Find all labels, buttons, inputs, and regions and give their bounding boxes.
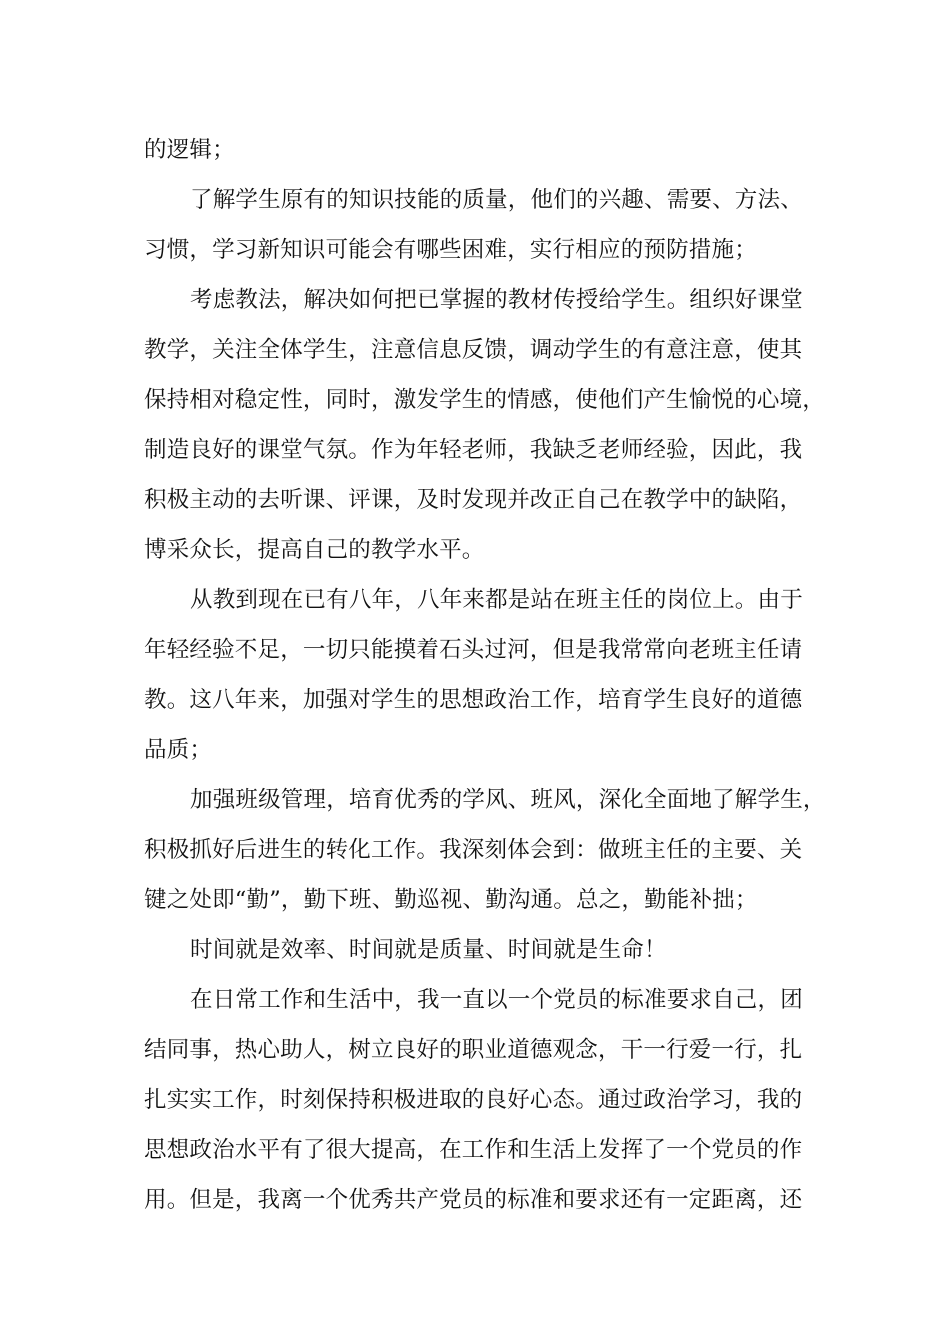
paragraph-start-line: 时间就是效率、时间就是质量、时间就是生命！ [190,937,667,963]
text-line: 保持相对稳定性，同时，激发学生的情感，使他们产生愉悦的心境， [144,387,826,413]
text-line: 教学，关注全体学生，注意信息反馈，调动学生的有意注意，使其 [144,337,803,363]
text-line: 品质； [144,737,213,763]
paragraph-start-line: 在日常工作和生活中，我一直以一个党员的标准要求自己，团 [190,987,803,1013]
text-line: 博采众长，提高自己的教学水平。 [144,537,485,563]
text-line: 用。但是，我离一个优秀共产党员的标准和要求还有一定距离，还 [144,1187,803,1213]
paragraph-start-line: 加强班级管理，培育优秀的学风、班风，深化全面地了解学生， [190,787,826,813]
text-line: 结同事，热心助人，树立良好的职业道德观念，干一行爱一行，扎 [144,1037,803,1063]
paragraph-start-line: 考虑教法，解决如何把已掌握的教材传授给学生。组织好课堂 [190,287,803,313]
text-line: 思想政治水平有了很大提高，在工作和生活上发挥了一个党员的作 [144,1137,803,1163]
text-line: 教。这八年来，加强对学生的思想政治工作，培育学生良好的道德 [144,687,803,713]
text-line: 积极抓好后进生的转化工作。我深刻体会到：做班主任的主要、关 [144,837,803,863]
text-line: 的逻辑； [144,137,235,163]
text-line: 制造良好的课堂气氛。作为年轻老师，我缺乏老师经验，因此，我 [144,437,803,463]
text-line: 积极主动的去听课、评课，及时发现并改正自己在教学中的缺陷， [144,487,803,513]
paragraph-start-line: 从教到现在已有八年，八年来都是站在班主任的岗位上。由于 [190,587,803,613]
text-line: 年轻经验不足，一切只能摸着石头过河，但是我常常向老班主任请 [144,637,803,663]
paragraph-start-line: 了解学生原有的知识技能的质量，他们的兴趣、需要、方法、 [190,187,803,213]
text-line: 习惯，学习新知识可能会有哪些困难，实行相应的预防措施； [144,237,757,263]
text-line: 扎实实工作，时刻保持积极进取的良好心态。通过政治学习，我的 [144,1087,803,1113]
text-line: 键之处即“勤”，勤下班、勤巡视、勤沟通。总之，勤能补拙； [144,887,758,913]
